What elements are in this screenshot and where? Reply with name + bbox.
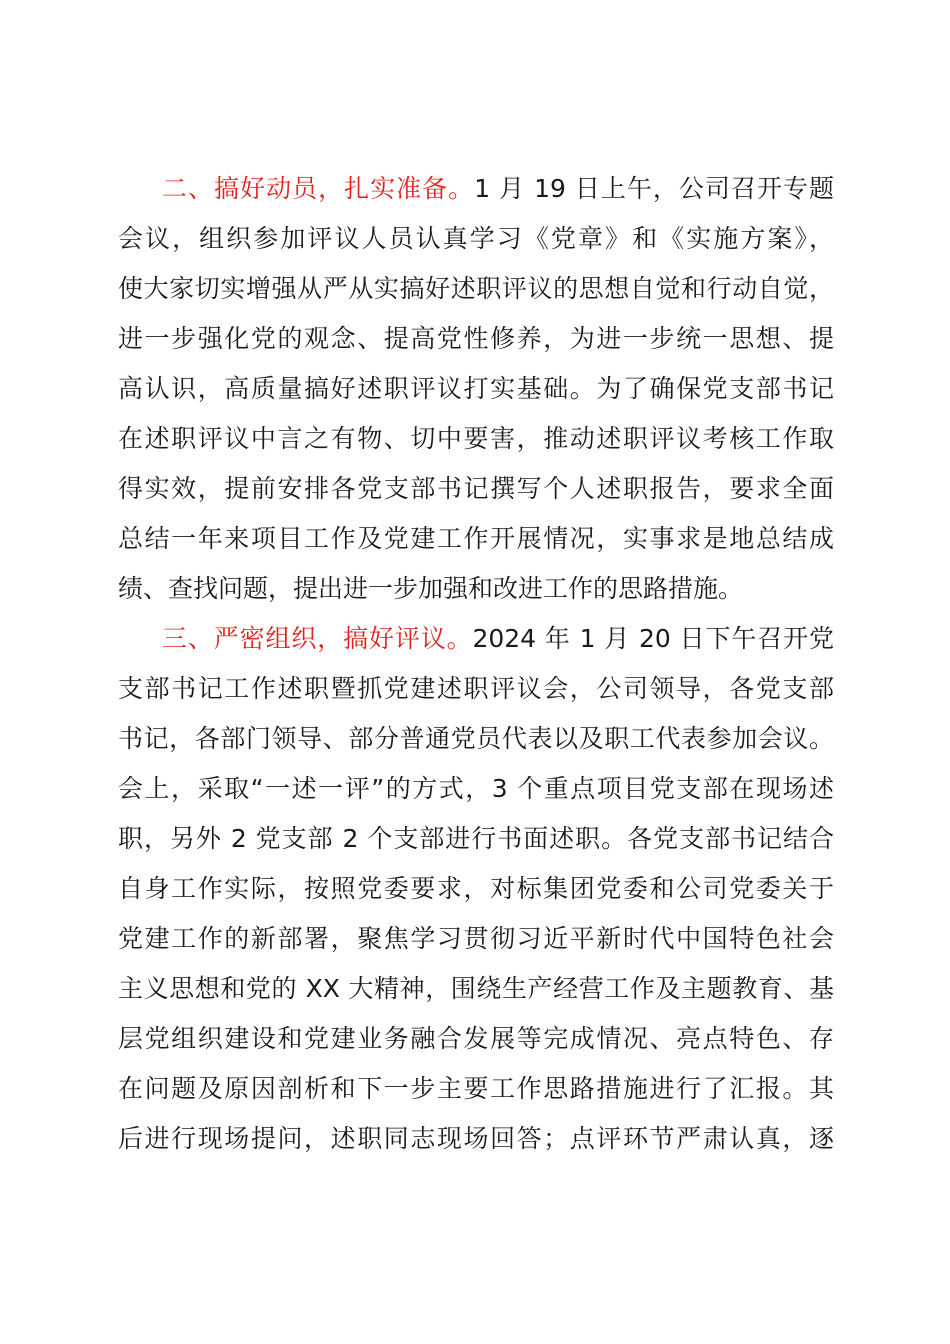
- section3-line: 在问题及原因剖析和下一步主要工作思路措施进行了汇报。其: [118, 1074, 834, 1103]
- section3-line: 自身工作实际，按照党委要求，对标集团党委和公司党委关于: [118, 874, 834, 903]
- section2-line: 高认识，高质量搞好述职评议打实基础。为了确保党支部书记: [118, 374, 834, 403]
- section2-line: 会议，组织参加评议人员认真学习《党章》和《实施方案》，: [118, 224, 834, 253]
- section3-first-line: [118, 614, 834, 664]
- section3-line: 支部书记工作述职暨抓党建述职评议会，公司领导，各党支部: [118, 674, 834, 703]
- section2-heading: 二、搞好动员，扎实准备。: [162, 174, 475, 203]
- section2-line: 使大家切实增强从严从实搞好述职评议的思想自觉和行动自觉，: [118, 274, 834, 303]
- section2-first-line: [118, 164, 834, 214]
- section3-line: 党建工作的新部署，聚焦学习贯彻习近平新时代中国特色社会: [118, 924, 834, 953]
- section2-line: 得实效，提前安排各党支部书记撰写个人述职报告，要求全面: [118, 474, 834, 503]
- section2-text: 1 月 19 日上午，公司召开专题: [474, 174, 834, 203]
- section3-line: 后进行现场提问，述职同志现场回答；点评环节严肃认真，逐: [118, 1124, 834, 1153]
- section3-line: 层党组织建设和党建业务融合发展等完成情况、亮点特色、存: [118, 1024, 834, 1053]
- section2-line: 进一步强化党的观念、提高党性修养，为进一步统一思想、提: [118, 324, 834, 353]
- document-body: [118, 164, 834, 1164]
- section3-line: 会上，采取“一述一评”的方式，3 个重点项目党支部在现场述: [118, 774, 834, 803]
- section3-line: 书记，各部门领导、部分普通党员代表以及职工代表参加会议。: [118, 724, 834, 753]
- section2-line: 在述职评议中言之有物、切中要害，推动述职评议考核工作取: [118, 424, 834, 453]
- section3-line: 职，另外 2 党支部 2 个支部进行书面述职。各党支部书记结合: [118, 824, 834, 853]
- section2-line: 总结一年来项目工作及党建工作开展情况，实事求是地总结成: [118, 524, 834, 553]
- section3-line: 主义思想和党的 XX 大精神，围绕生产经营工作及主题教育、基: [118, 974, 834, 1003]
- section3-text: 2024 年 1 月 20 日下午召开党: [472, 624, 834, 653]
- section2-line: 绩、查找问题，提出进一步加强和改进工作的思路措施。: [118, 574, 744, 603]
- section3-heading: 三、严密组织，搞好评议。: [162, 624, 473, 653]
